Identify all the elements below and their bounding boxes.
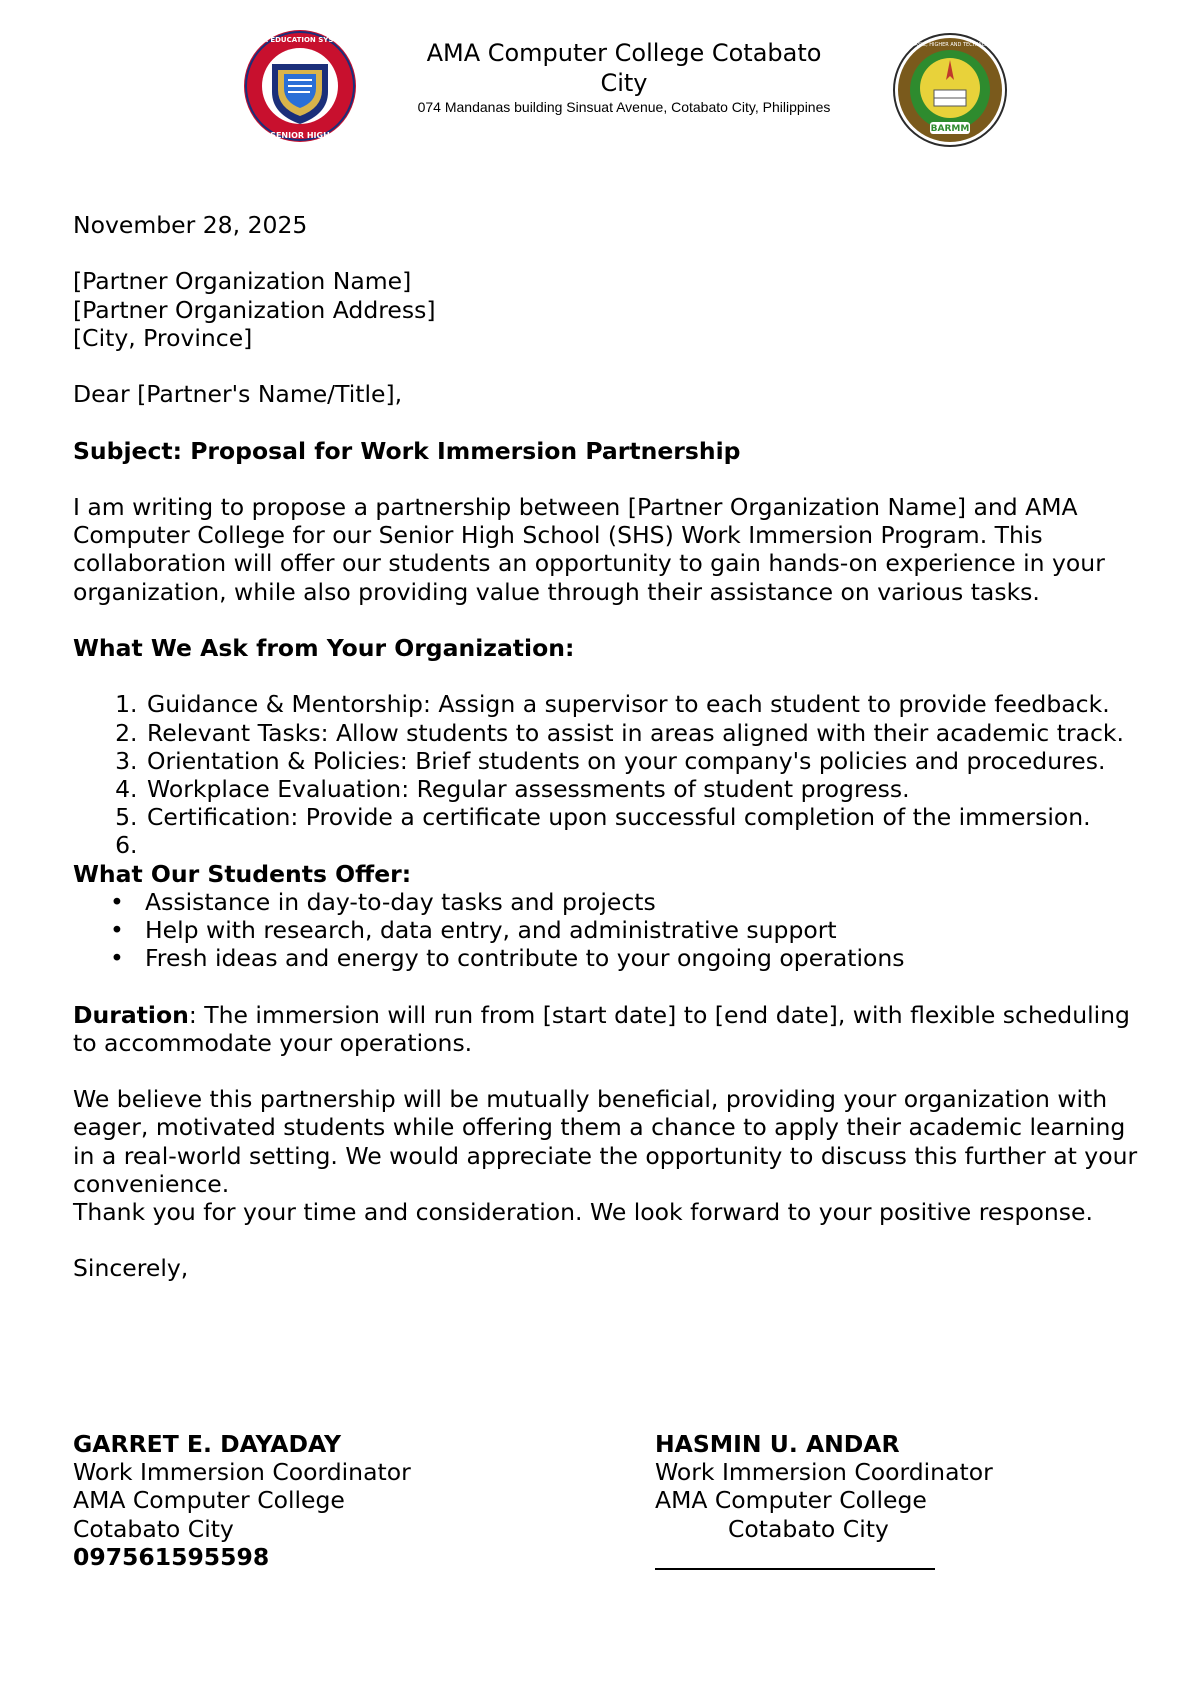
offers-list [73,888,1153,973]
list-item: 2. Relevant Tasks: Allow students to assist in areas aligned with their academic track. [145,719,1153,747]
recipient-line: [Partner Organization Name] [73,267,412,296]
signature-line [655,1568,935,1570]
duration-label: Duration [73,1000,189,1029]
letter-body [73,211,1153,1283]
signatory-city: Cotabato City [73,1514,234,1543]
intro-paragraph: I am writing to propose a partnership between [Partner Organization Name] and AMA Computer College for our Senior High School (SHS) Work Immersion Program. This collaboration will offer our students an opportunity to gain hands-on experience in your organization, while also providing value through their assistance on various tasks. [73,492,1105,606]
recipient-line: [City, Province] [73,323,253,352]
signatory-org: AMA Computer College [73,1486,345,1515]
sign-off: Sincerely, [73,1254,189,1283]
signatory-city: Cotabato City [728,1514,889,1543]
signatory-phone: 097561595598 [73,1542,270,1571]
left-logo-top-text: AMA EDUCATION SYSTEM [250,36,350,44]
right-logo-ring-text: MINISTRY OF BASIC, HIGHER AND TECHNICAL EDUCATION [877,42,1023,48]
thanks-line: Thank you for your time and consideration. We look forward to your positive response. [73,1197,1093,1226]
list-item: 3. Orientation & Policies: Brief students on your company's policies and procedures. [145,747,1153,775]
signatory-name: GARRET E. DAYADAY [73,1430,341,1458]
duration-paragraph [73,1001,1153,1057]
mbhte-barmm-seal-icon [877,30,1023,150]
recipient-line: [Partner Organization Address] [73,295,436,324]
letter-date: November 28, 2025 [73,211,308,239]
right-logo-label: BARMM [930,124,970,134]
list-item: 5. Certification: Provide a certificate upon successful completion of the immersion. [145,803,1153,831]
list-item: • Fresh ideas and energy to contribute to your ongoing operations [145,944,1153,972]
list-item: • Assistance in day-to-day tasks and projects [145,888,1153,916]
list-item: • Help with research, data entry, and administrative support [145,916,1153,944]
signatory-title: Work Immersion Coordinator [73,1458,411,1487]
asks-list [73,690,1153,859]
signatory-name: HASMIN U. ANDAR [655,1430,900,1458]
left-logo-bottom-text: SENIOR HIGH [270,131,330,140]
salutation: Dear [Partner's Name/Title], [73,380,403,409]
closing-paragraph: We believe this partnership will be mutually beneficial, providing your organization with eager, motivated students while offering them a chance to apply their academic learning in a real-world setting. We would appreciate the opportunity to discuss this further at your convenience. [73,1085,1138,1198]
signatory-left [73,1430,573,1571]
subject-line: Subject: Proposal for Work Immersion Partnership [73,436,741,465]
college-address: 074 Mandanas building Sinsuat Avenue, Cotabato City, Philippines [417,99,831,115]
ama-senior-high-logo-icon [242,28,358,144]
list-item: 1. Guidance & Mentorship: Assign a supervisor to each student to provide feedback. [145,690,1153,718]
signatory-right [655,1430,1075,1543]
signatory-org: AMA Computer College [655,1486,927,1515]
duration-text: : The immersion will run from [start date] to [end date], with flexible scheduling to accommodate your operations. [73,1000,1130,1057]
letterhead [400,38,848,126]
asks-heading: What We Ask from Your Organization: [73,633,575,662]
college-name: AMA Computer College Cotabato City [426,39,822,97]
offers-heading: What Our Students Offer: [73,859,412,888]
signatory-title: Work Immersion Coordinator [655,1458,993,1487]
list-item [145,831,1153,859]
list-item: 4. Workplace Evaluation: Regular assessments of student progress. [145,775,1153,803]
